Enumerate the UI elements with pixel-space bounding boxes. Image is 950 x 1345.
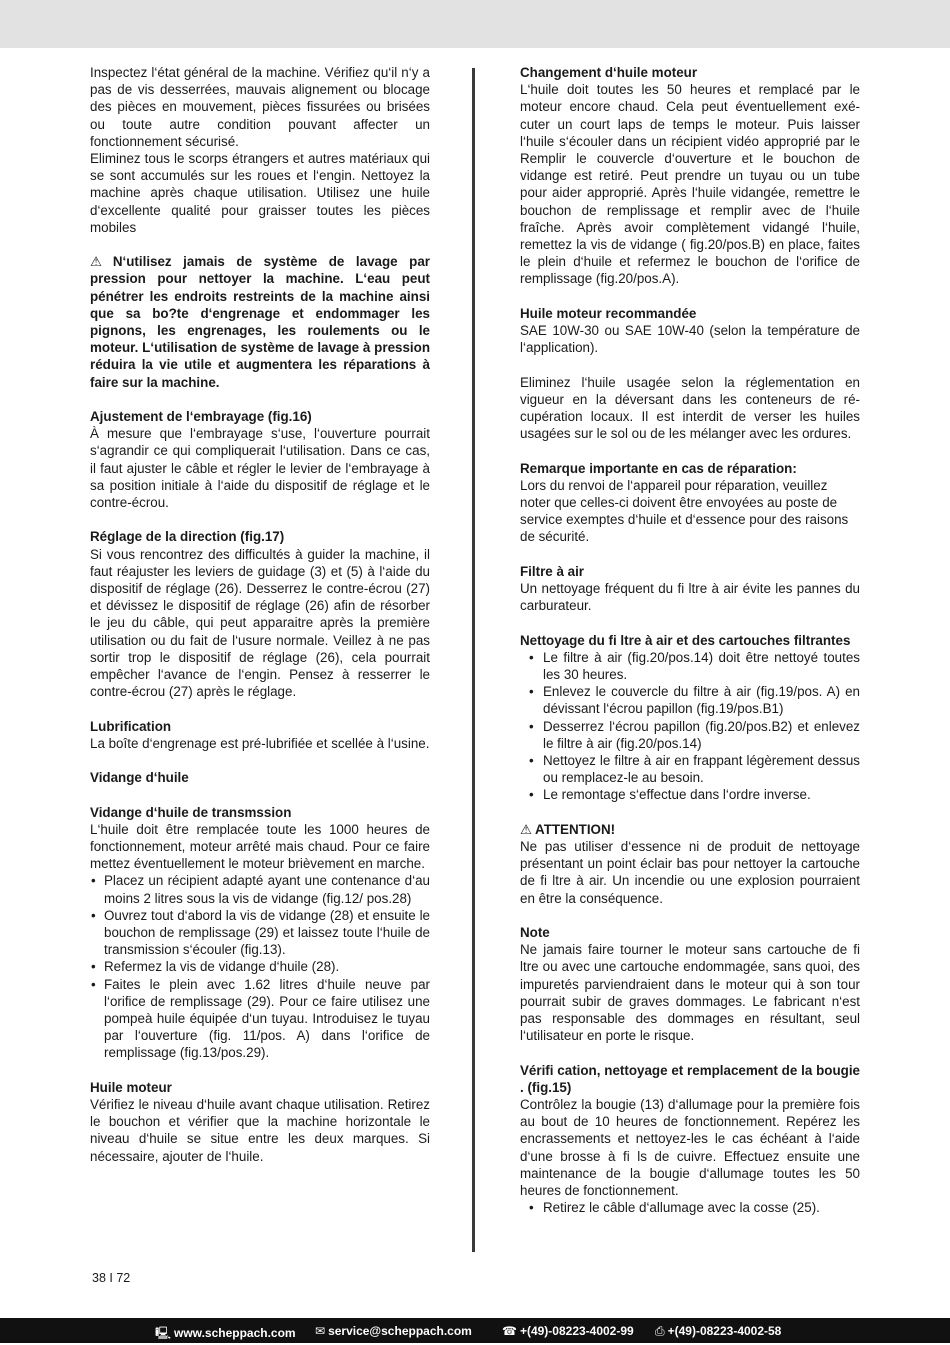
warning-triangle-icon: ⚠ bbox=[520, 821, 533, 837]
attention-heading: ⚠ ATTENTION! bbox=[520, 821, 616, 837]
envelope-icon: ✉ bbox=[315, 1324, 326, 1338]
air-filter-heading: Filtre à air bbox=[520, 563, 585, 579]
list-item: • Refermez la vis de vidange d‘huile (28). bbox=[90, 958, 430, 975]
attention-text: Ne pas utiliser d‘essence ni de produit de nettoyage présentant un point éclair bas pour nettoyer la cartouche de fi ltre à air. Un incendie ou une explosion pourraient en être la conséquence. bbox=[520, 839, 860, 906]
list-item: • Faites le plein avec 1.62 litres d‘huile neuve par l‘orifice de remplissage (29). Pour ce faire utilisez une pompeà huile équipée d‘un tuyau. Introduisez le tuyau par l‘ouverture (fig. 11/pos. A) dans l‘orifice de remplissage (fig.13/pos.29). bbox=[90, 976, 430, 1062]
transmission-steps-list bbox=[90, 872, 430, 1061]
fax-icon: ⎙ bbox=[655, 1324, 665, 1338]
phone-icon: ☎ bbox=[502, 1324, 517, 1338]
lubrication-heading: Lubrification bbox=[90, 718, 172, 734]
list-item: • Nettoyez le filtre à air en frappant légèrement dessus ou remplacez-le au besoin. bbox=[520, 752, 860, 786]
intro-paragraph-2: Eliminez tous le scorps étrangers et autres matériaux qui se sont accumulés sur les roues et l‘engin. Nettoyez la machine après chaque utilisation. Utilisez une huile d‘excellente qualité pour graisser toutes les pièces mobiles bbox=[90, 151, 430, 235]
steering-heading: Réglage de la direction (fig.17) bbox=[90, 529, 285, 545]
repair-note-heading: Remarque importante en cas de réparation: bbox=[520, 460, 797, 476]
warning-triangle-icon: ⚠ bbox=[90, 254, 110, 270]
air-filter-text: Un nettoyage fréquent du fi ltre à air évite les pannes du carburateur. bbox=[520, 581, 860, 614]
list-item: • Le remontage s‘effectue dans l‘ordre inverse. bbox=[520, 786, 860, 803]
spark-plug-text: Contrôlez la bougie (13) d‘allumage pour la première fois au bout de 10 heures de fonctionnement. Repérez les encrassements et nettoyez-les le cas échéant à l‘aide d‘une brosse à fi ls de cuivre. Effectuez ensuite une maintenance de la bougie d‘allumage toutes les 50 heures de fonctionnement. bbox=[520, 1097, 860, 1199]
filter-cleaning-heading: Nettoyage du fi ltre à air et des cartouches filtrantes bbox=[520, 632, 851, 648]
lubrication-text: La boîte d‘engrenage est pré-lubrifiée et scellée à l‘usine. bbox=[90, 735, 430, 751]
engine-oil-change-heading: Changement d‘huile moteur bbox=[520, 65, 698, 80]
computer-icon: 🖳 bbox=[155, 1326, 172, 1340]
oil-change-heading: Vidange d‘huile bbox=[90, 770, 189, 786]
spark-plug-heading: Vérifi cation, nettoyage et remplacement de la bougie . (fig.15) bbox=[520, 1062, 860, 1095]
header-bar bbox=[0, 0, 950, 48]
spark-plug-list bbox=[520, 1199, 860, 1216]
oil-disposal-text: Eliminez l‘huile usagée selon la réglementation en vigueur en la déversant dans les conteneurs de récupération locaux. Il est interdit de verser les huiles usagées sur le sol ou de les mélanger avec les ordures. bbox=[520, 374, 860, 442]
footer-website[interactable]: 🖳 www.scheppach.com bbox=[155, 1326, 296, 1340]
column-divider bbox=[472, 68, 475, 1252]
filter-cleaning-list bbox=[520, 649, 860, 804]
footer-bar bbox=[0, 1318, 950, 1343]
list-item: • Placez un récipient adapté ayant une contenance d‘au moins 2 litres sous la vis de vidange (fig.12/ pos.28) bbox=[90, 872, 430, 906]
list-item: • Le filtre à air (fig.20/pos.14) doit être nettoyé toutes les 30 heures. bbox=[520, 649, 860, 683]
steering-text: Si vous rencontrez des difficultés à guider la machine, il faut réajuster les leviers de guidage (3) et (5) à l‘aide du dispositif de réglage (26). Desserrez le contre-écrou (27) et dévissez le dispositif de réglage (26) afin de résorber le jeu du câble, qui peut apparaitre après la première utilisation ou du fait de l‘usure normale. Veillez à ne pas sortir trop le dispositif de réglage (26), cela pourrait empêcher l‘avance de l‘engin. Pensez à resserrer le contre-écrou (27) après le réglage. bbox=[90, 546, 430, 700]
recommended-oil-text: SAE 10W-30 ou SAE 10W-40 (selon la température de l‘application). bbox=[520, 323, 860, 356]
engine-oil-heading: Huile moteur bbox=[90, 1079, 172, 1095]
right-column bbox=[520, 64, 860, 1216]
list-item: • Enlevez le couvercle du filtre à air (fig.19/pos. A) en dévissant l‘écrou papillon (fig.19/pos.B1) bbox=[520, 683, 860, 717]
pressure-wash-warning: ⚠ N‘utilisez jamais de système de lavage par pression pour nettoyer la machine. L‘eau peut pénétrer les endroits restreints de la machine ainsi que sa bo?te d‘engrenage et endommager les pignons, les engrenages, les roulements ou le moteur. L‘utilisation de système de lavage à pression réduira la vie utile et augmentera les réparations à faire sur la machine. bbox=[90, 254, 430, 390]
left-column bbox=[90, 64, 430, 1165]
clutch-heading: Ajustement de l‘embrayage (fig.16) bbox=[90, 409, 312, 425]
engine-oil-text: Vérifiez le niveau d‘huile avant chaque utilisation. Retirez le bouchon et vérifier que la machine horizontale le niveau d‘huile se situe entre les deux marques. Si nécessaire, ajouter de l‘huile. bbox=[90, 1097, 430, 1164]
footer-fax: ⎙ +(49)-08223-4002-58 bbox=[655, 1324, 782, 1338]
list-item: • Desserrez l‘écrou papillon (fig.20/pos.B2) et enlevez le filtre à air (fig.20/pos.14) bbox=[520, 718, 860, 752]
transmission-oil-heading: Vidange d‘huile de transmssion bbox=[90, 804, 292, 820]
engine-oil-change-text: L‘huile doit toutes les 50 heures et remplacé par le moteur encore chaud. Cela peut éventuellement exécuter un court laps de temps le moteur. Puis laisser l‘huile s‘écouler dans un récipient vidéo approprié par le Remplir le couvercle d‘ouverture et le bouchon de vidange est retiré. Peut prendre un tuyau ou un tube pour aider approprié. Après l‘huile vidangée, remettre le bouchon de remplissage et remplir avec de l‘huile fraîche. Après avoir complètement vidangé l‘huile, remettez la vis de vidange ( fig.20/pos.B) en place, faites le plein d‘huile et refermez le bouchon de l‘orifice de remplissage (fig.20/pos.A). bbox=[520, 82, 860, 287]
note-text: Ne jamais faire tourner le moteur sans cartouche de fi ltre ou avec une cartouche endommagée, sans quoi, des impuretés parviendraient dans le moteur qui à son tour pourrait subir de graves dommages. Le fabricant n‘est pas responsable des dommages en résultant, seul l‘utilisateur en porte le risque. bbox=[520, 942, 860, 1044]
note-heading: Note bbox=[520, 925, 550, 941]
intro-paragraph-1: Inspectez l‘état général de la machine. Vérifiez qu‘il n‘y a pas de vis desserrées, mauvais alignement ou blocage des pièces en mouvement, pièces fissurées ou brisées ou toute autre condition pouvant affecter un fonctionnement sécurisé. bbox=[90, 65, 430, 149]
list-item: • Retirez le câble d‘allumage avec la cosse (25). bbox=[520, 1199, 860, 1216]
recommended-oil-heading: Huile moteur recommandée bbox=[520, 305, 697, 321]
footer-phone: ☎ +(49)-08223-4002-99 bbox=[502, 1324, 634, 1338]
page-number: 38 I 72 bbox=[92, 1271, 131, 1285]
list-item: • Ouvrez tout d‘abord la vis de vidange (28) et ensuite le bouchon de remplissage (29) et laissez toute l‘huile de transmission s‘écouler (fig.13). bbox=[90, 907, 430, 959]
transmission-oil-text: L‘huile doit être remplacée toute les 1000 heures de fonctionnement, moteur arrêté mais chaud. Pour ce faire mettez éventuellement le moteur brièvement en marche. bbox=[90, 821, 430, 872]
repair-note-text: Lors du renvoi de l‘appareil pour réparation, veuillez noter que celles-ci doivent être envoyées au poste de service exemptes d‘huile et d‘essence pour des raisons de sécurité. bbox=[520, 477, 849, 545]
clutch-text: À mesure que l‘embrayage s‘use, l‘ouverture pourrait s‘agrandir ce qui compliquerait l‘utilisation. Dans ce cas, il faut ajuster le câble et régler le levier de l‘embrayage à sa position initiale à l‘aide du dispositif de réglage et le contre-écrou. bbox=[90, 426, 430, 511]
footer-email[interactable]: ✉ service@scheppach.com bbox=[315, 1324, 472, 1338]
